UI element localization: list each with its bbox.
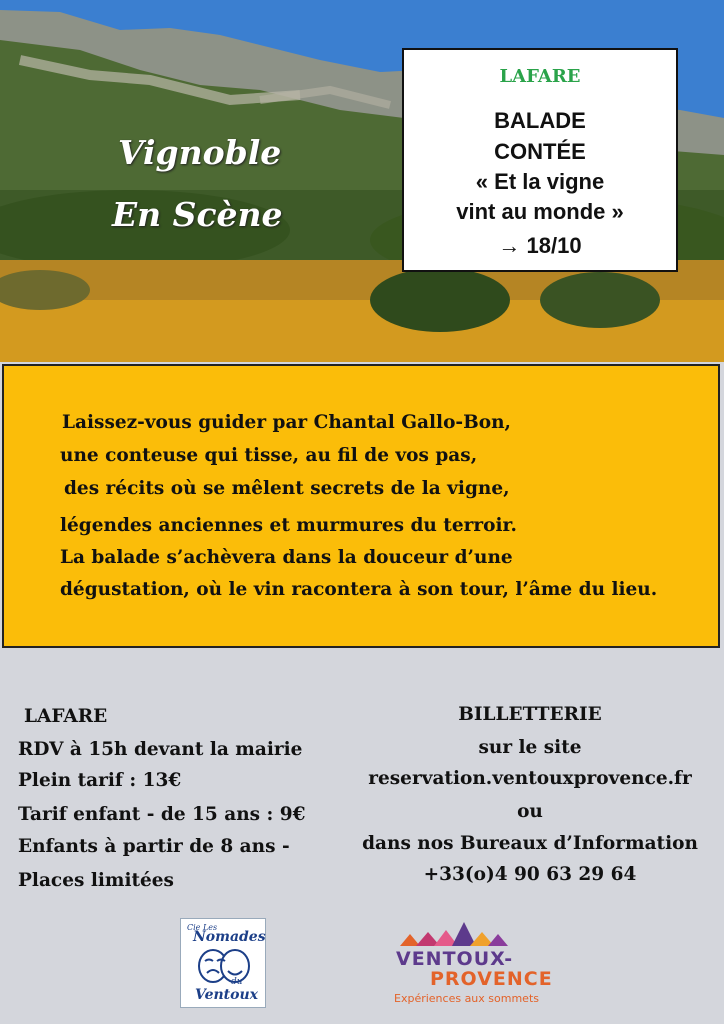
details-line: Plein tarif : 13€: [18, 770, 182, 791]
ticketing-line: ou: [517, 801, 543, 822]
ventoux-logo-text: PROVENCE: [430, 968, 553, 990]
event-date: → 18/10: [498, 233, 582, 258]
details-title: LAFARE: [24, 706, 108, 727]
ticketing-phone: +33(o)4 90 63 29 64: [423, 864, 637, 885]
description-line: légendes anciennes et murmures du terroir.: [60, 515, 517, 536]
event-type-line1: BALADE: [494, 108, 586, 133]
event-place: LAFARE: [499, 66, 581, 87]
hero-photo: [0, 0, 724, 362]
event-name-line2: vint au monde »: [456, 199, 624, 224]
details-line: Enfants à partir de 8 ans -: [18, 836, 290, 857]
nomades-logo-text: Nomades: [193, 929, 266, 945]
theatre-masks-icon: [195, 947, 253, 985]
details-line: Tarif enfant - de 15 ans : 9€: [18, 804, 306, 825]
description-line: dégustation, où le vin racontera à son tour, l’âme du lieu.: [60, 579, 658, 600]
hero-title-line1: Vignoble: [118, 133, 282, 172]
description-line: Laissez-vous guider par Chantal Gallo-Bon,: [62, 412, 511, 433]
ventoux-provence-logo: [392, 920, 572, 1012]
details-line: Places limitées: [18, 870, 174, 891]
description-line: des récits où se mêlent secrets de la vigne,: [64, 478, 510, 499]
hero-title-line2: En Scène: [112, 195, 283, 234]
event-info-box: [402, 48, 678, 272]
description-box: [2, 364, 720, 648]
ticketing-line: dans nos Bureaux d’Information: [362, 833, 698, 854]
mountains-icon: [400, 920, 512, 948]
ventoux-tagline: Expériences aux sommets: [394, 992, 539, 1005]
nomades-logo-text: du: [231, 977, 243, 987]
nomades-logo-text: Ventoux: [195, 987, 258, 1003]
event-name-line1: « Et la vigne: [475, 169, 605, 194]
details-line: RDV à 15h devant la mairie: [18, 739, 303, 760]
nomades-logo: [180, 918, 266, 1008]
description-line: La balade s’achèvera dans la douceur d’une: [60, 547, 513, 568]
description-line: une conteuse qui tisse, au fil de vos pas,: [60, 445, 478, 466]
nomades-logo-text: Cie Les: [187, 923, 218, 932]
ticketing-line: sur le site: [478, 737, 582, 758]
ticketing-title: BILLETTERIE: [458, 704, 602, 725]
ticketing-website-link[interactable]: reservation.ventouxprovence.fr: [368, 768, 692, 789]
ventoux-logo-text: VENTOUX-: [396, 948, 514, 970]
event-type-line2: CONTÉE: [494, 139, 586, 164]
